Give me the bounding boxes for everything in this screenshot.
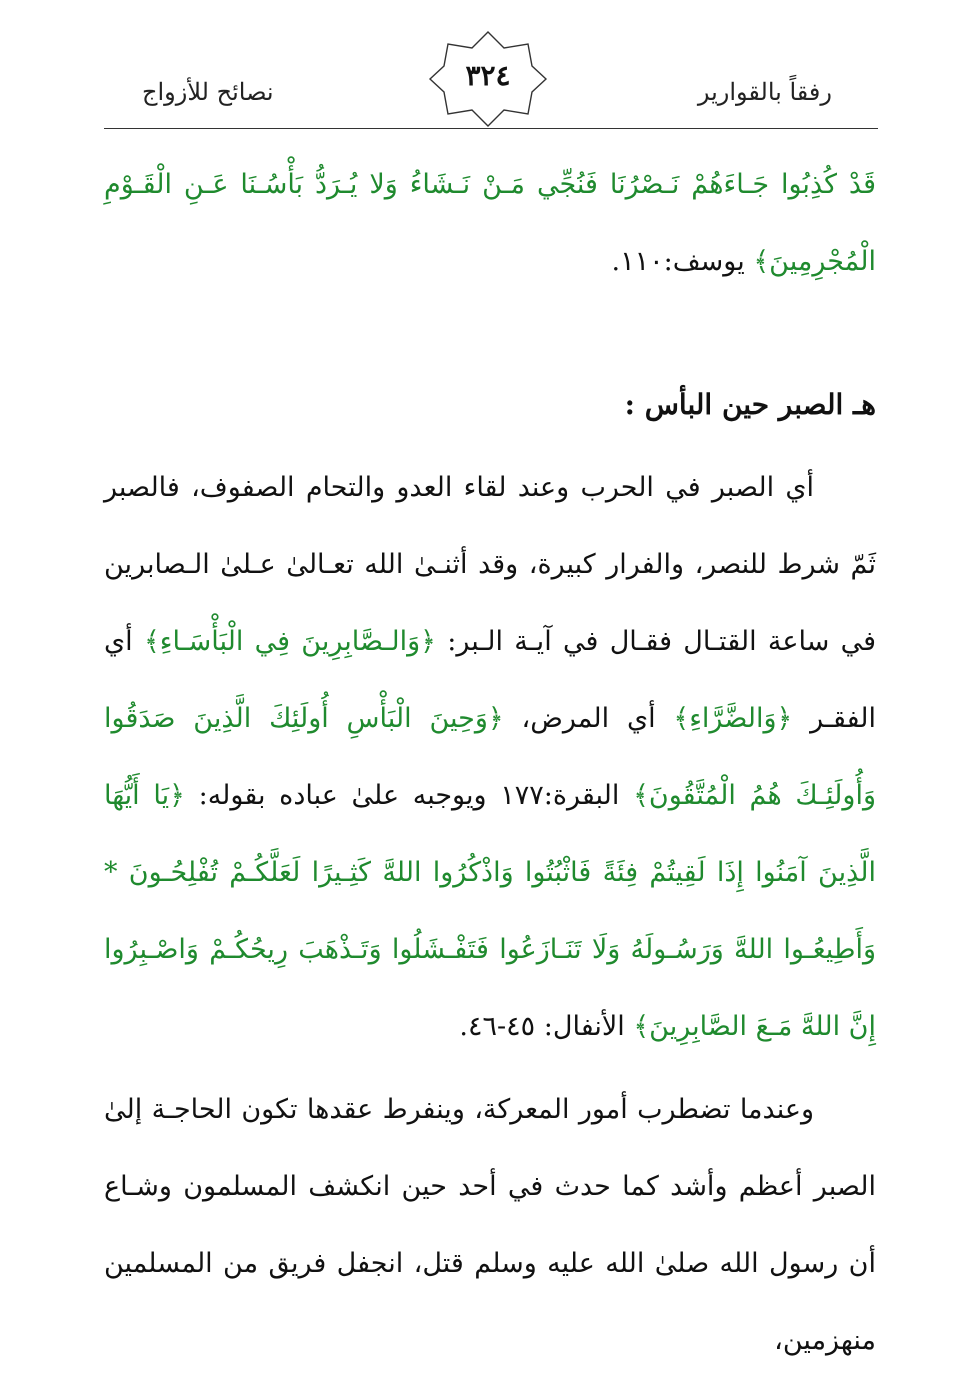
body-text: البقرة:١٧٧ ويوجبه علىٰ عباده بقوله: — [184, 780, 634, 811]
section-heading: هـ الصبر حين البأس : — [624, 388, 876, 421]
header-divider — [104, 128, 878, 129]
quran-verse: ﴿يَا أَيُّهَا الَّذِينَ آمَنُوا إِذَا لَقِيتُمْ فِئَةً فَاثْبُتُوا وَاذْكُرُوا اللهَّ كَثِـيرًا لَعَلَّكُـمْ تُفْلِحُـونَ * وَأَطِيعُـوا اللهَّ وَرَسُـولَهُ وَلَا تَنَـازَعُوا فَتَفْـشَلُوا وَتَـذْهَبَ رِيحُكُـمْ وَاصْـبِرُوا إِنَّ اللهَّ مَـعَ الصَّابِرِينَ﴾ — [104, 780, 876, 1042]
chapter-title: نصائح للأزواج — [142, 78, 274, 106]
page-number: ٣٢٤ — [465, 59, 511, 92]
book-title: رفقاً بالقوارير — [697, 78, 832, 106]
continuation-paragraph — [104, 146, 876, 300]
quran-verse: ﴿وَالـصَّابِرِينَ فِي الْبَأْسَـاءِ﴾ — [143, 626, 436, 657]
paragraph-2: وعندما تضطرب أمور المعركة، وينفرط عقدها تكون الحاجـة إلىٰ الصبر أعظم وأشد كما حدث في أحد حين انكشف المسلمون وشـاع أن رسول الله صلىٰ الله عليه وسلم قتل، انجفل فريق من المسلمين منهزمين، — [104, 1094, 876, 1356]
verse-reference: الأنفال: ٤٥-٤٦. — [459, 1011, 634, 1042]
quran-verse: ﴿وَحِينَ الْبَأْسِ أُولَئِكَ الَّذِينَ صَدَقُوا وَأُولَئِـكَ هُمُ الْمُتَّقُونَ﴾ — [104, 703, 876, 811]
body-text: أي المرض، — [503, 703, 674, 734]
quran-verse: ﴿وَالضَّرَّاءِ﴾ — [673, 703, 793, 734]
page-content — [104, 146, 876, 1379]
verse-reference: يوسف:١١٠. — [611, 246, 754, 277]
body-text: أي الفقـر — [104, 626, 877, 734]
quran-verse: قَدْ كُذِبُوا جَـاءَهُمْ نَـصْرُنَا فَنُجِّي مَـنْ نَـشَاءُ وَلا يُـرَدُّ بَأْسُـنَا عَـنِ الْقَـوْمِ الْمُجْرِمِينَ﴾ — [104, 169, 876, 277]
body-text: أي الصبر في الحرب وعند لقاء العدو والتحام الصفوف، فالصبر ثَمّ شرط للنصر، والفرار كبيرة، وقد أثنـىٰ الله تعـالىٰ عـلىٰ الـصابرين في ساعة القتـال فقـال في آيـة الـبر: — [104, 472, 877, 657]
paragraph-1 — [104, 449, 876, 1065]
page-number-badge — [428, 30, 548, 128]
